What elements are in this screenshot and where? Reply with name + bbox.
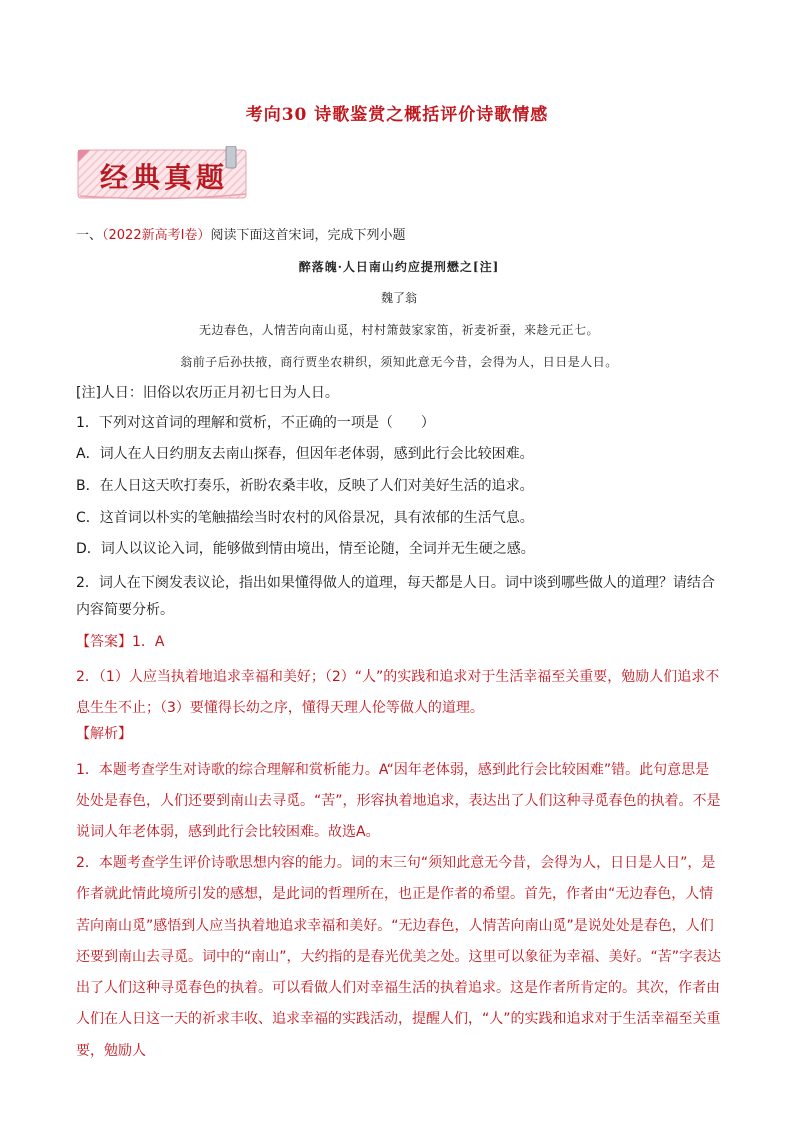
analysis-paragraph-2: 2．本题考查学生评价诗歌思想内容的能力。词的末三句“须知此意无今昔，会得为人，日日是人日”，是作者就此情此境所引发的感想，是此词的哲理所在，也正是作者的希望。首先，作者由“无边春色，人情苦向南山觅”感悟到人应当执着地追求幸福和美好。“无边春色，人情苦向南山觅”是说处处是春色，人们还要到南山去寻觅。词中的“南山”，大约指的是春光优美之处。这里可以象征为幸福、美好。“苦”字表达出了人们这种寻觅春色的执着。可以看做人们对幸福生活的执着追求。这是作者所肯定的。其次，作者由人们在人日这一天的祈求丰收、追求幸福的实践活动，提醒人们，“人”的实践和追求对于生活幸福至关重要，勉励人 xyxy=(76,855,722,1059)
analysis-paragraph-1: 1．本题考查学生对诗歌的综合理解和赏析能力。A“因年老体弱，感到此行会比较困难”错。此句意思是处处是春色，人们还要到南山去寻觅。“苦”，形容执着地追求，表达出了人们这种寻觅春色的执着。不是说词人年老体弱，感到此行会比较困难。故选A。 xyxy=(76,762,721,840)
section-banner xyxy=(76,146,254,202)
question-intro xyxy=(76,226,722,246)
poem-line: 翁前子后孙扶掖，商行贾坐农耕织，须知此意无今昔，会得为人，日日是人日。 xyxy=(180,355,618,369)
poem-title: 醉落魄·人日南山约应提刑懋之[注] xyxy=(298,260,500,274)
poem-author: 魏了翁 xyxy=(380,291,417,305)
analysis-heading: 【解析】 xyxy=(76,726,132,742)
option-a: A．词人在人日约朋友去南山探春，但因年老体弱，感到此行会比较困难。 xyxy=(76,446,534,462)
option-c: C．这首词以朴实的笔触描绘当时农村的风俗景况，具有浓郁的生活气息。 xyxy=(76,510,534,526)
question-2-stem: 2．词人在下阕发表议论，指出如果懂得做人的道理，每天都是人日。词中谈到哪些做人的道理？请结合内容简要分析。 xyxy=(76,575,715,618)
question-1-stem: 1．下列对这首词的理解和赏析，不正确的一项是（ ） xyxy=(76,415,435,431)
answer-body: 2．（1）人应当执着地追求幸福和美好；（2）“人”的实践和追求对于生活幸福至关重要，勉励人们追求不息生生不止；（3）要懂得长幼之序，懂得天理人伦等做人的道理。 xyxy=(76,669,720,716)
banner-label: 经典真题 xyxy=(100,161,229,194)
poem-note: [注]人日：旧俗以农历正月初七日为人日。 xyxy=(76,385,339,401)
question-source: （2022新高考I卷） xyxy=(102,228,211,243)
page-title: 考向30 诗歌鉴赏之概括评价诗歌情感 xyxy=(245,105,549,125)
poem-line: 无边春色，人情苦向南山觅，村村箫鼓家家笛，祈麦祈蚕，来趁元正七。 xyxy=(198,323,599,337)
question-instruction: 阅读下面这首宋词，完成下列小题 xyxy=(210,228,406,243)
option-b: B．在人日这天吹打奏乐，祈盼农桑丰收，反映了人们对美好生活的追求。 xyxy=(76,478,534,494)
question-number: 一、 xyxy=(76,228,103,243)
answer-heading: 【答案】1．A xyxy=(76,634,165,650)
option-d: D．词人以议论入词，能够做到情由境出，情至论随，全词并无生硬之感。 xyxy=(76,541,535,557)
